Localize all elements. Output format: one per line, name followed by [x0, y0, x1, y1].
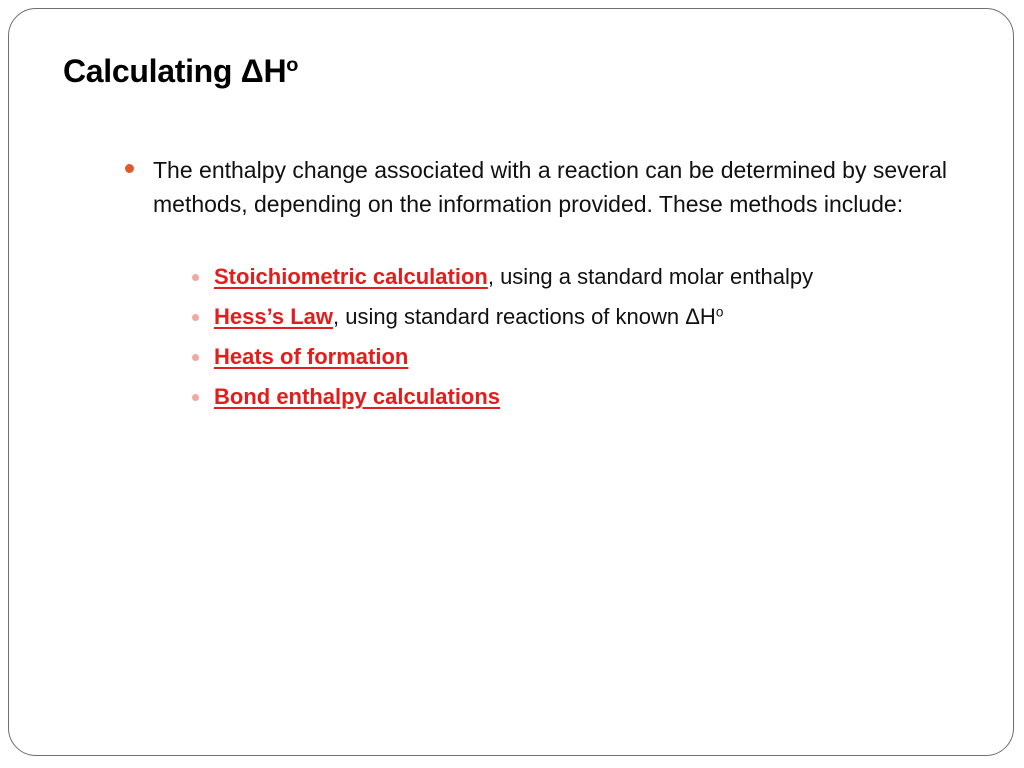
sub-bullet-dot-icon — [192, 394, 199, 401]
title-superscript: o — [286, 54, 299, 77]
method-item-heats-of-formation — [191, 339, 991, 379]
method-description: , using a standard molar enthalpy — [487, 264, 814, 289]
main-bullet — [119, 153, 979, 221]
slide-title — [63, 53, 298, 90]
methods-list — [191, 259, 991, 419]
title-text: Calculating ΔH — [63, 53, 287, 89]
sub-bullet-dot-icon — [192, 274, 199, 281]
main-bullet-text: The enthalpy change associated with a reaction can be determined by several methods, depending on the information provided. These methods include: — [153, 157, 947, 217]
stoichiometric-calculation-link[interactable]: Stoichiometric calculation — [214, 264, 488, 289]
sub-bullet-dot-icon — [192, 314, 199, 321]
method-item-stoichiometric — [191, 259, 991, 299]
heats-of-formation-link[interactable]: Heats of formation — [214, 344, 409, 369]
sub-bullet-dot-icon — [192, 354, 199, 361]
method-item-hess-law — [191, 299, 991, 339]
method-description: , using standard reactions of known ΔH — [333, 304, 716, 329]
slide-frame — [8, 8, 1014, 756]
hess-law-link[interactable]: Hess’s Law — [214, 304, 334, 329]
method-superscript: o — [715, 304, 724, 320]
bond-enthalpy-calculations-link[interactable]: Bond enthalpy calculations — [214, 384, 501, 409]
method-item-bond-enthalpy — [191, 379, 991, 419]
bullet-dot-icon — [125, 164, 134, 173]
